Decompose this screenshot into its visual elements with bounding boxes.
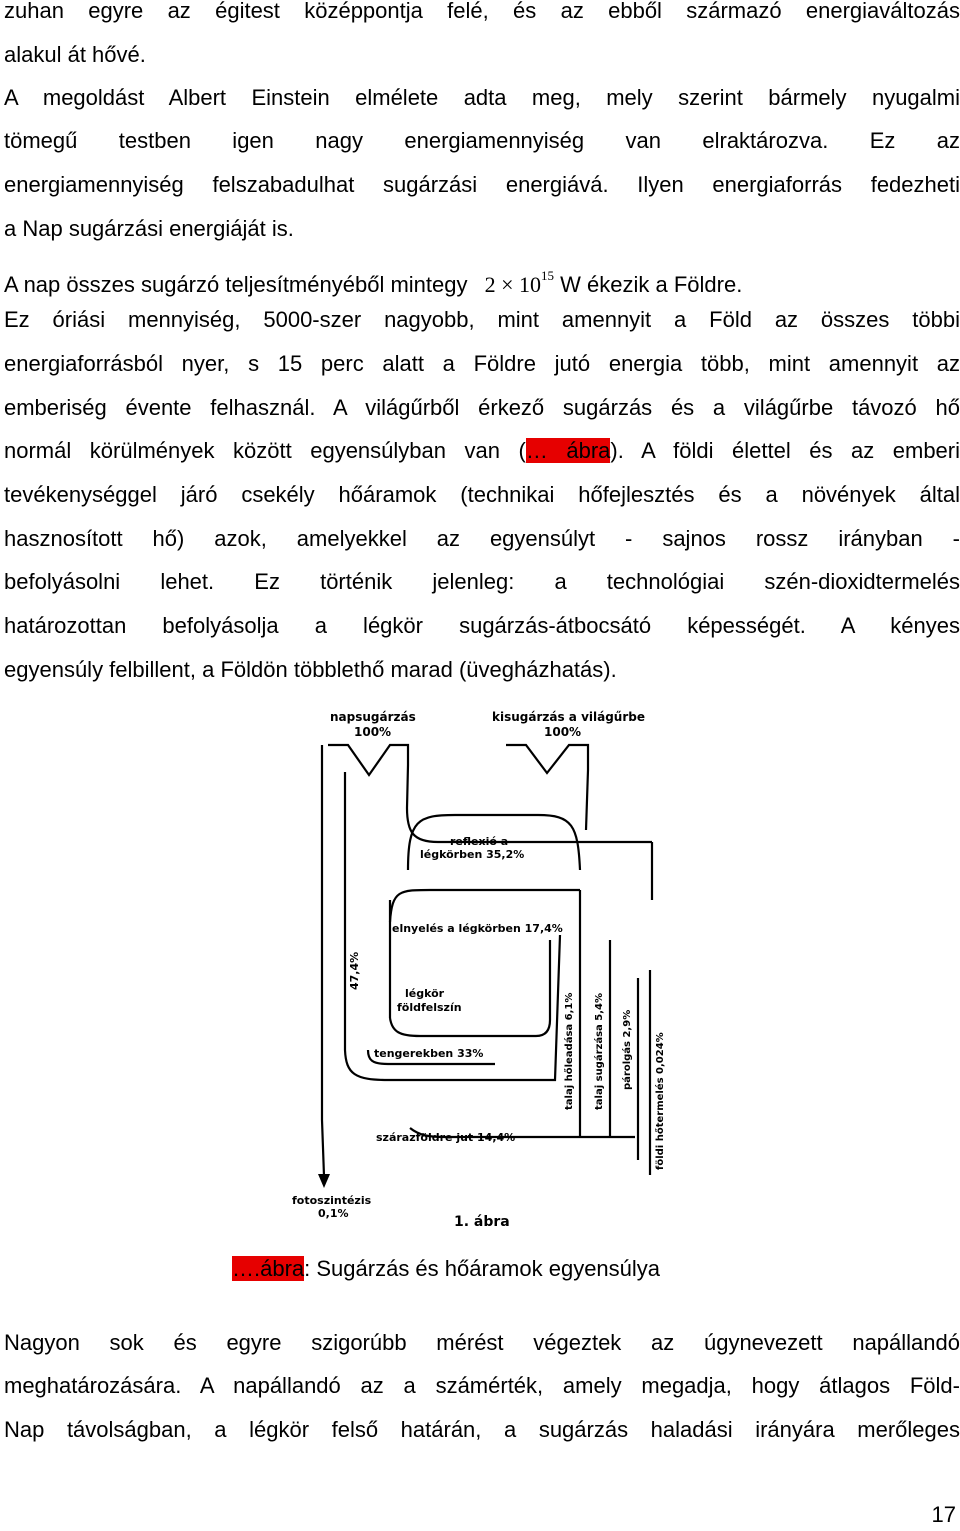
power-formula [474,268,555,297]
para-line: egyensúly felbillent, a Földön többlethő marad (üvegházhatás). [4,657,617,682]
figure-caption [232,1254,660,1284]
para-line: zuhan egyre az égitest középpontja felé, és az ebből származó energiaváltozás [4,0,960,23]
label-tengerekben: tengerekben 33% [374,1047,484,1060]
figref-before: normál körülmények között egyensúlyban van ( [4,438,526,463]
para-line: Nap távolságban, a légkör felső határán, a sugárzás haladási irányára merőleges [4,1417,960,1442]
label-reflexio-2: légkörben 35,2% [420,848,525,861]
label-reflexio-1: reflexió a [450,835,509,848]
label-kisugarzas: kisugárzás a világűrbe [492,710,645,724]
label-fotoszintezis-pct: 0,1% [318,1207,349,1220]
label-talaj-hoeleadas: talaj hőleadása 6,1% [564,992,575,1110]
label-abra: 1. ábra [454,1214,510,1230]
label-47-4: 47,4% [348,951,361,990]
label-szarazfold: szárazföldre jut 14,4% [376,1131,516,1144]
para-line: hasznosított hő) azok, amelyekkel az egyensúlyt - sajnos rossz irányban - [4,526,960,551]
para-line: A megoldást Albert Einstein elmélete adta meg, mely szerint bármely nyugalmi [4,85,960,110]
para-line: tevékenységgel járó csekély hőáramok (technikai hőfejlesztés és a növények által [4,482,960,507]
para-line: a Nap sugárzási energiáját is. [4,216,294,241]
label-fotoszintezis: fotoszintézis [292,1194,372,1207]
para-line: tömegű testben igen nagy energiamennyiség van elraktározva. Ez az [4,128,960,153]
para-line-figref [4,436,960,466]
label-kisugarzas-pct: 100% [544,725,582,739]
label-talaj-sugarzas: talaj sugárzása 5,4% [594,992,605,1110]
label-elnyeles: elnyelés a légkörben 17,4% [392,922,563,935]
para-line: meghatározására. A napállandó az a számérték, amely megadja, hogy átlagos Föld- [4,1373,960,1398]
para-line: Ez óriási mennyiség, 5000-szer nagyobb, mint amennyit a Föld az összes többi [4,307,960,332]
caption-figure-ref: ….ábra [232,1256,305,1281]
para-line: energiamennyiség felszabadulhat sugárzási energiává. Ilyen energiaforrás fedezheti [4,172,960,197]
para-line: határozottan befolyásolja a légkör sugárzás-átbocsátó képességét. A kényes [4,613,960,638]
formula-mantissa: 2 × 10 [484,272,542,297]
photosynthesis-arrow [318,1174,330,1188]
incoming-band-outline [328,745,652,842]
label-legkor: légkör [405,987,445,1000]
label-foldfelszin: földfelszín [397,1001,462,1014]
para-line: befolyásolni lehet. Ez történik jelenleg: a technológiai szén-dioxidtermelés [4,569,960,594]
energy-balance-diagram [280,700,680,1240]
label-foldi-hotermeles: földi hőtermelés 0,024% [655,1032,666,1170]
label-parolgas: párolgás 2,9% [622,1009,633,1090]
para-line: energiaforrásból nyer, s 15 perc alatt a Földre jutó energia több, mint amennyit az [4,351,960,376]
absorption-band [390,890,580,922]
formula-exponent: 15 [541,268,555,283]
power-text-start: A nap összes sugárzó teljesítményéből mintegy [4,272,468,297]
label-napsugarzas-pct: 100% [354,725,392,739]
para-line: Nagyon sok és egyre szigorúbb mérést végeztek az úgynevezett napállandó [4,1330,960,1355]
label-napsugarzas: napsugárzás [330,710,416,724]
page-number: 17 [931,1502,956,1527]
szarazfold-return-left [322,745,324,1176]
para-line: emberiség évente felhasznál. A világűrből érkező sugárzás és a világűrbe távozó hő [4,395,960,420]
figure-reference-highlight: … ábra [525,438,611,463]
para-line: alakul át hővé. [4,42,146,67]
outgoing-band-outline [506,745,588,830]
figref-after: ). A földi élettel és az emberi [610,438,960,463]
caption-text: : Sugárzás és hőáramok egyensúlya [304,1256,661,1281]
para-line-power [4,261,960,300]
power-text-end: W ékezik a Földre. [560,272,743,297]
